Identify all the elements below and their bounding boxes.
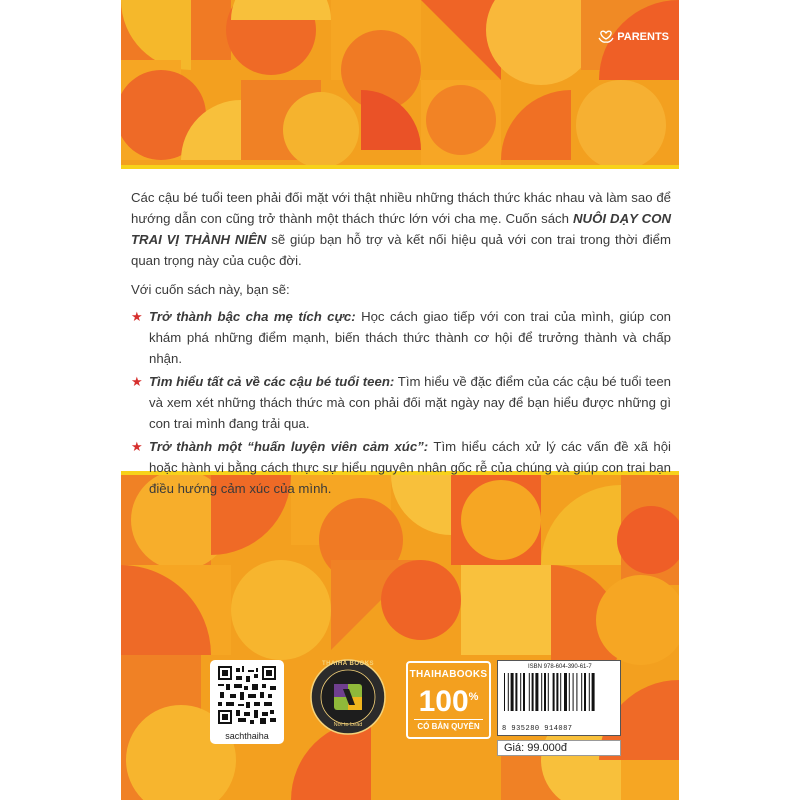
copyright-brand: THAIHABOOKS	[409, 669, 488, 680]
benefit-title: Trở thành một “huấn luyện viên cảm xúc”:	[149, 439, 429, 454]
copyright-label: CÓ BẢN QUYỀN	[414, 719, 483, 731]
barcode-bar	[548, 673, 549, 711]
qr-label: sachthaiha	[225, 731, 269, 741]
barcode-bar	[553, 673, 555, 711]
intro-paragraph	[131, 187, 671, 271]
benefit-item	[131, 436, 671, 499]
intro-text-part1: Các cậu bé tuổi teen phải đối mặt với thật nhiều những thách thức khác nhau và làm sao để hướng dẫn con cũng trở thành một thách thức lớn với cha mẹ. Cuốn sách	[131, 190, 671, 226]
barcode-bar	[544, 673, 546, 711]
star-icon: ★	[131, 374, 143, 389]
benefit-item	[131, 306, 671, 369]
barcode-bar	[581, 673, 582, 711]
barcode-bar	[564, 673, 567, 711]
copyright-badge	[406, 661, 491, 739]
badge-bottom-text: Nơi to Lead	[333, 722, 363, 728]
barcode-bar	[523, 673, 525, 711]
star-icon: ★	[131, 439, 143, 454]
qr-code-card	[210, 660, 284, 744]
barcode-digits: 8 935280 914087	[502, 725, 573, 733]
barcode-bar	[541, 673, 542, 711]
hands-heart-icon	[598, 30, 614, 44]
star-icon: ★	[131, 309, 143, 324]
barcode-bar	[573, 673, 574, 711]
isbn-label: ISBN 978-604-390-61-7	[528, 664, 592, 670]
barcode-bar	[556, 673, 558, 711]
benefit-title: Trở thành bậc cha mẹ tích cực:	[149, 309, 356, 324]
badge-top-text: THAIHA BOOKS	[321, 661, 375, 667]
copyright-percent: 100%	[418, 685, 479, 718]
publisher-logo-text: PARENTS	[617, 31, 669, 43]
barcode-bar	[515, 673, 517, 711]
barcode-bar	[535, 673, 538, 711]
barcode-bar	[511, 673, 514, 711]
barcode-bar	[589, 673, 590, 711]
barcode-bar	[504, 673, 505, 711]
barcode-bar	[532, 673, 534, 711]
description-panel	[121, 165, 679, 496]
benefit-title: Tìm hiểu tất cả về các cậu bé tuổi teen:	[149, 374, 395, 389]
price-label: Giá: 99.000đ	[497, 740, 621, 756]
benefit-text: Tìm hiểu cách xử lý các vấn đề xã hội hoặc hành vi bằng cách thực sự hiểu nguyên nhân gốc rễ của chúng và giúp con trai bạn điều hướng cảm xúc của mình.	[149, 439, 671, 496]
barcode-bar	[569, 673, 570, 711]
benefit-text: Học cách giao tiếp với con trai của mình, giúp con khám phá những điểm mạnh, biến thách thức thành cơ hội để trưởng thành và chấp nhận.	[149, 309, 671, 366]
isbn-barcode	[497, 660, 621, 736]
book-title: NUÔI DẠY CON TRAI VỊ THÀNH NIÊN	[131, 211, 671, 247]
barcode-bar	[584, 673, 586, 711]
publisher-logo	[598, 30, 669, 44]
qr-code-icon	[218, 666, 276, 724]
lead-text: Với cuốn sách này, bạn sẽ:	[131, 282, 290, 297]
intro-text-part2: sẽ giúp bạn hỗ trợ và kết nối hiệu quả với con trai trong thời điểm quan trọng này của cuộc đời.	[131, 232, 671, 268]
barcode-bar	[529, 673, 530, 711]
barcode-bar	[560, 673, 561, 711]
barcode-bar	[576, 673, 577, 711]
barcode-bar	[508, 673, 509, 711]
benefit-item	[131, 371, 671, 434]
benefit-text: Tìm hiểu về đặc điểm của các cậu bé tuổi teen và xem xét những thách thức mà con phải đối mặt ngày nay để bạn hiểu được những gì con trai mình đang trải qua.	[149, 374, 672, 431]
barcode-bar	[592, 673, 595, 711]
barcode-bar	[520, 673, 521, 711]
book-back-cover	[121, 0, 679, 800]
barcode-icon	[502, 673, 618, 721]
publisher-badge	[309, 658, 387, 736]
